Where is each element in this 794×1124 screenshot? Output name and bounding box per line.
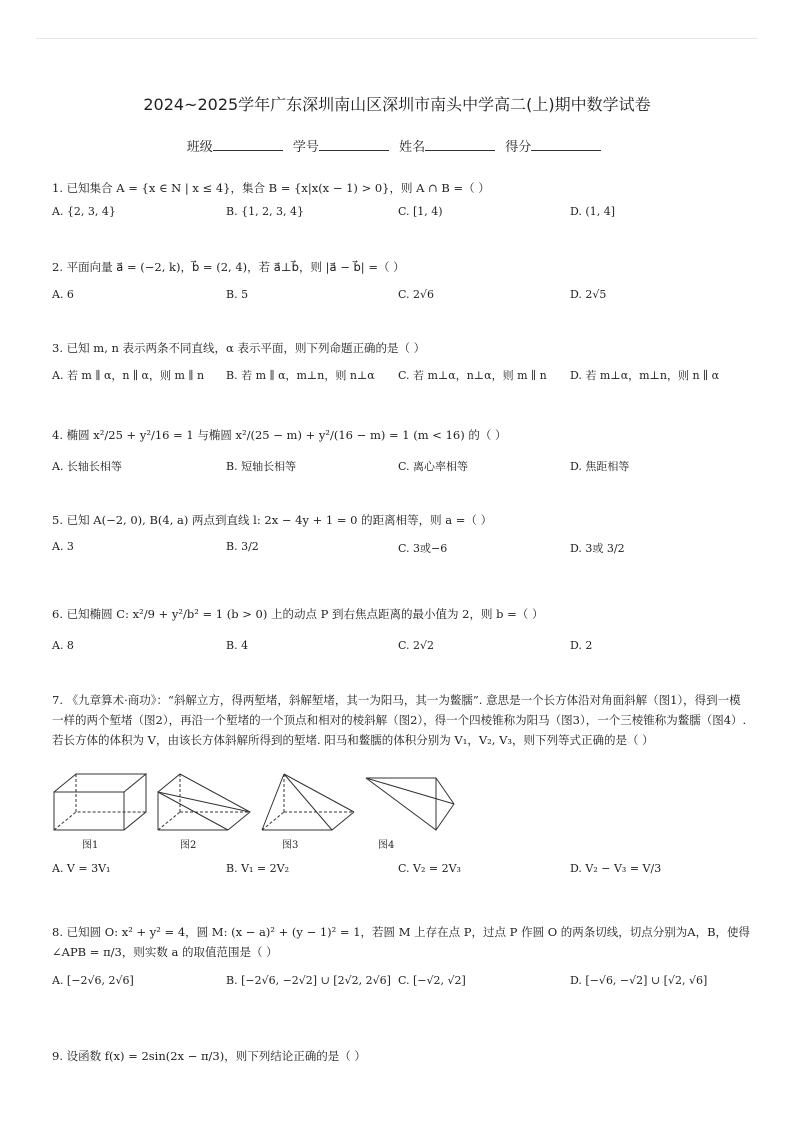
number-label: 学号 bbox=[292, 140, 319, 155]
question-1-options bbox=[52, 205, 752, 235]
option-a[interactable]: A. 3 bbox=[52, 540, 74, 553]
question-5-options bbox=[52, 540, 752, 570]
question-4-stem: 4. 椭圆 x²/25 + y²/16 = 1 与椭圆 x²/(25 − m) + y²/(16 − m) = 1 (m < 16) 的（ ） bbox=[52, 428, 507, 442]
option-d[interactable]: D. (1, 4] bbox=[570, 205, 615, 218]
question-6-stem: 6. 已知椭圆 C: x²/9 + y²/b² = 1 (b > 0) 上的动点 P 到右焦点距离的最小值为 2，则 b =（ ） bbox=[52, 607, 544, 621]
option-c[interactable]: C. 2√6 bbox=[398, 288, 435, 301]
question-9-stem: 9. 设函数 f(x) = 2sin(2x − π/3)，则下列结论正确的是（ ） bbox=[52, 1049, 366, 1063]
question-3-options bbox=[52, 367, 752, 397]
question-4-options bbox=[52, 458, 752, 488]
option-b[interactable]: B. 4 bbox=[226, 639, 249, 652]
option-c[interactable]: C. 若 m⊥α，n⊥α，则 m ∥ n bbox=[398, 369, 547, 382]
question-7-stem: 7. 《九章算术·商功》：“斜解立方，得两堑堵，斜解堑堵，其一为阳马，其一为鳖臑”. 意思是一个长方体沿对角面斜解（图1），得到一模一样的两个堑堵（图2），再沿一个堑堵的一个顶点和相对的棱斜解（图2），得一个四棱锥称为阳马（图3），一个三棱锥称为鳖臑（图4）. 若长方体的体积为 V，由该长方体斜解所得到的堑堵. 阳马和鳖臑的体积分别为 V₁，V₂, V₃，则下列等式正确的是（ ） bbox=[52, 693, 747, 747]
question-8-options bbox=[52, 974, 752, 1004]
option-d[interactable]: D. 2 bbox=[570, 639, 593, 652]
option-d[interactable]: D. [−√6, −√2] ∪ [√2, √6] bbox=[570, 974, 708, 987]
option-c[interactable]: C. 离心率相等 bbox=[398, 460, 469, 473]
option-c[interactable]: C. [1, 4) bbox=[398, 205, 443, 218]
option-b[interactable]: B. 短轴长相等 bbox=[226, 460, 297, 473]
option-d[interactable]: D. 3或 3/2 bbox=[570, 542, 625, 555]
option-d[interactable]: D. 2√5 bbox=[570, 288, 607, 301]
question-1-stem: 1. 已知集合 A = {x ∈ N | x ≤ 4}，集合 B = {x|x(x − 1) > 0}，则 A ∩ B =（ ） bbox=[52, 181, 490, 195]
figure-3-label: 图3 bbox=[282, 840, 299, 851]
option-a[interactable]: A. {2, 3, 4} bbox=[52, 205, 116, 218]
figure-2-prism bbox=[158, 774, 250, 830]
header-rule bbox=[36, 38, 758, 39]
option-c[interactable]: C. V₂ = 2V₃ bbox=[398, 862, 461, 875]
question-2-stem: 2. 平面向量 a⃗ = (−2, k)，b⃗ = (2, 4)，若 a⃗⊥b⃗，则 |a⃗ − b⃗| =（ ） bbox=[52, 260, 405, 274]
student-info-line bbox=[0, 136, 794, 155]
option-b[interactable]: B. {1, 2, 3, 4} bbox=[226, 205, 305, 218]
option-b[interactable]: B. 3/2 bbox=[226, 540, 259, 553]
option-b[interactable]: B. [−2√6, −2√2] ∪ [2√2, 2√6] bbox=[226, 974, 391, 987]
figure-4-tetrahedron bbox=[366, 778, 454, 830]
option-d[interactable]: D. 若 m⊥α，m⊥n，则 n ∥ α bbox=[570, 369, 720, 382]
score-blank[interactable] bbox=[531, 138, 601, 151]
option-a[interactable]: A. [−2√6, 2√6] bbox=[52, 974, 134, 987]
option-c[interactable]: C. 2√2 bbox=[398, 639, 435, 652]
option-a[interactable]: A. 若 m ∥ α，n ∥ α，则 m ∥ n bbox=[52, 369, 205, 382]
option-c[interactable]: C. [−√2, √2] bbox=[398, 974, 466, 987]
option-a[interactable]: A. V = 3V₁ bbox=[52, 862, 111, 875]
option-a[interactable]: A. 长轴长相等 bbox=[52, 460, 122, 473]
question-7-options bbox=[52, 862, 752, 892]
option-b[interactable]: B. V₁ = 2V₂ bbox=[226, 862, 289, 875]
name-label: 姓名 bbox=[399, 140, 426, 155]
option-b[interactable]: B. 5 bbox=[226, 288, 249, 301]
question-5-stem: 5. 已知 A(−2, 0), B(4, a) 两点到直线 l: 2x − 4y + 1 = 0 的距离相等，则 a =（ ） bbox=[52, 513, 493, 527]
figure-1-label: 图1 bbox=[82, 840, 99, 851]
class-blank[interactable] bbox=[213, 138, 283, 151]
number-blank[interactable] bbox=[319, 138, 389, 151]
figure-4-label: 图4 bbox=[378, 840, 395, 851]
figure-3-pyramid bbox=[262, 774, 354, 830]
option-d[interactable]: D. 焦距相等 bbox=[570, 460, 630, 473]
question-6-options bbox=[52, 639, 752, 669]
name-blank[interactable] bbox=[425, 138, 495, 151]
option-d[interactable]: D. V₂ − V₃ = V/3 bbox=[570, 862, 662, 875]
option-a[interactable]: A. 8 bbox=[52, 639, 74, 652]
question-3-stem: 3. 已知 m, n 表示两条不同直线，α 表示平面，则下列命题正确的是（ ） bbox=[52, 341, 426, 355]
question-2-options bbox=[52, 288, 752, 318]
question-8-stem: 8. 已知圆 O: x² + y² = 4，圆 M: (x − a)² + (y − 1)² = 1，若圆 M 上存在点 P，过点 P 作圆 O 的两条切线，切点分别为A，B，使得 ∠APB = π/3，则实数 a 的取值范围是（ ） bbox=[52, 925, 751, 959]
option-a[interactable]: A. 6 bbox=[52, 288, 74, 301]
figure-2-label: 图2 bbox=[180, 840, 197, 851]
option-b[interactable]: B. 若 m ∥ α，m⊥n，则 n⊥α bbox=[226, 369, 375, 382]
page-title: 2024~2025学年广东深圳南山区深圳市南头中学高二(上)期中数学试卷 bbox=[143, 95, 651, 114]
option-c[interactable]: C. 3或−6 bbox=[398, 542, 448, 555]
figure-1-cuboid bbox=[54, 774, 146, 830]
class-label: 班级 bbox=[186, 140, 213, 155]
score-label: 得分 bbox=[505, 140, 532, 155]
